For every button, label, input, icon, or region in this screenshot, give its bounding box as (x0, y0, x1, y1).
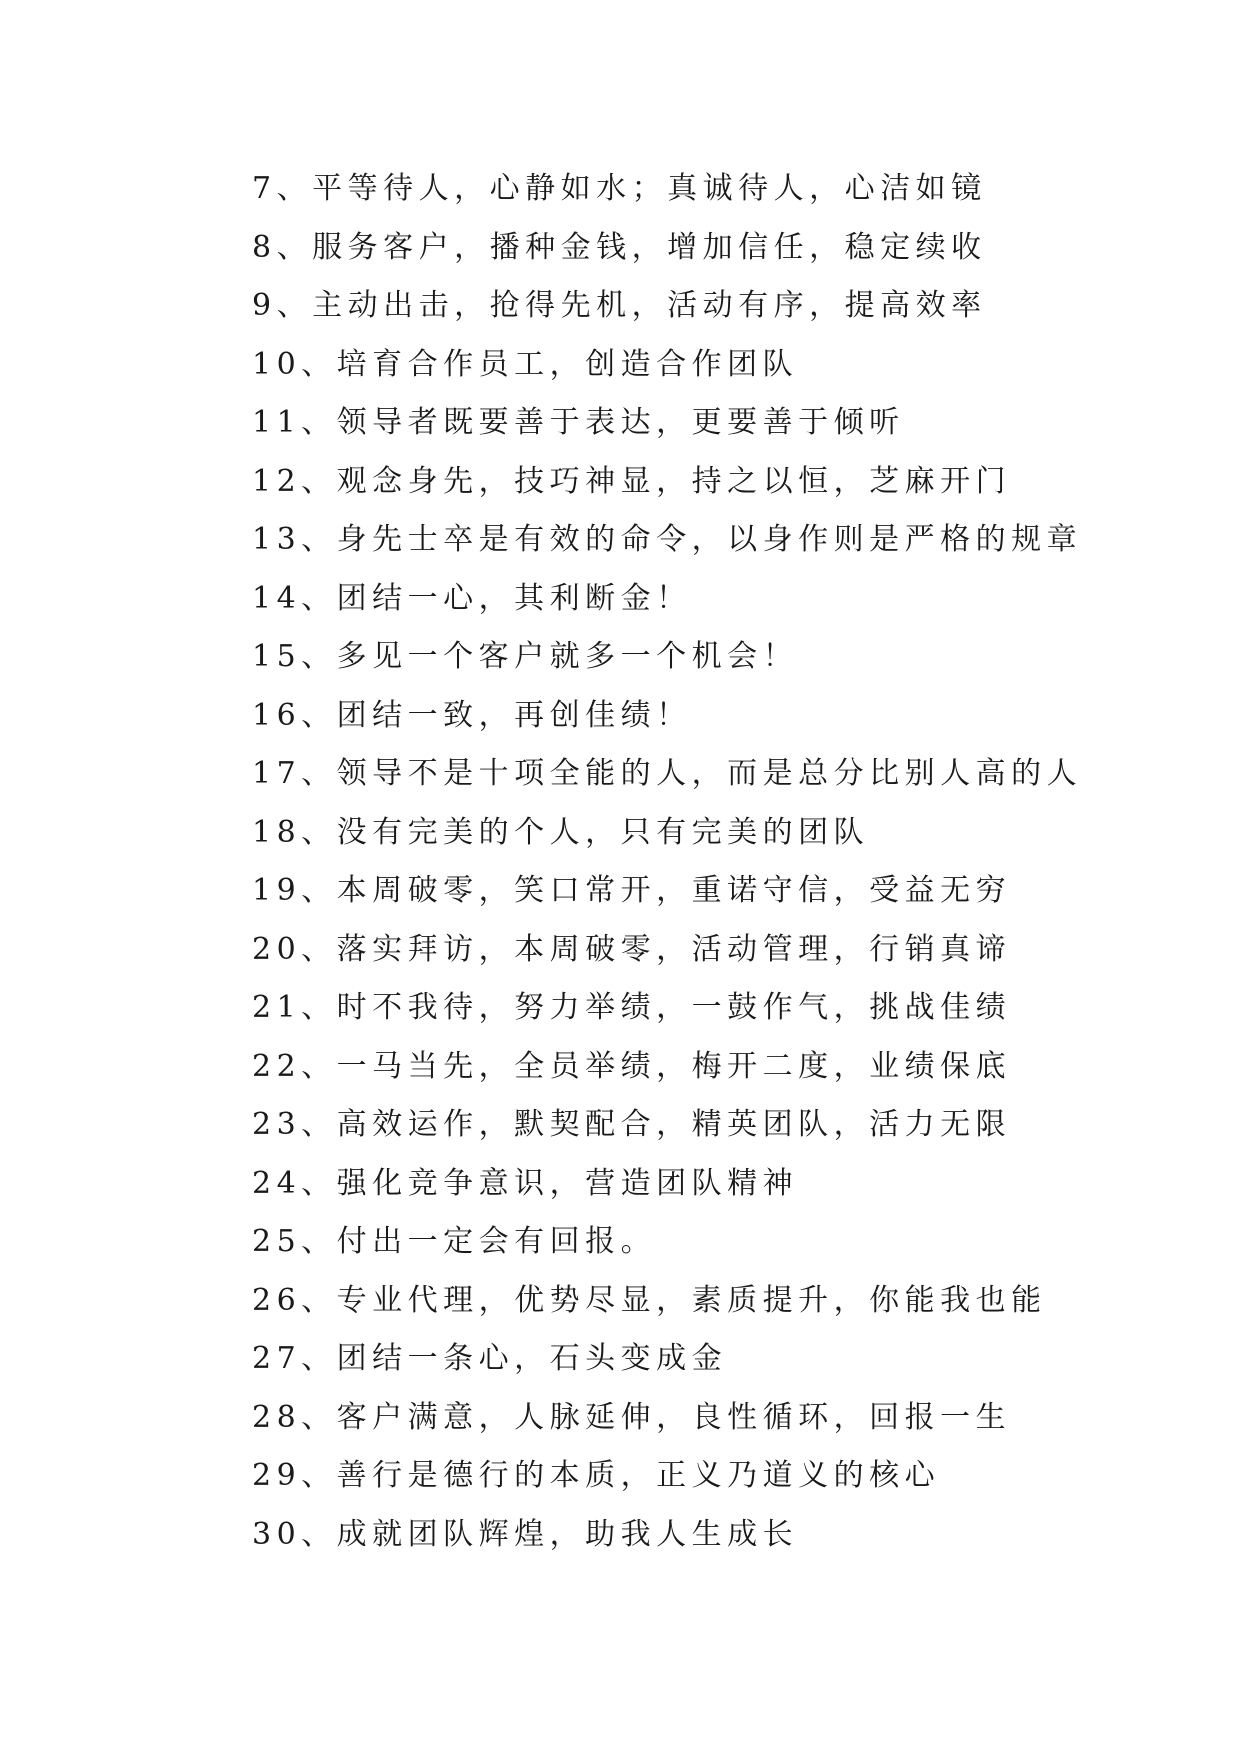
list-item: 23、高效运作，默契配合，精英团队，活力无限 (252, 1107, 1012, 1142)
list-item: 29、善行是德行的本质，正义乃道义的核心 (252, 1458, 941, 1493)
list-item: 26、专业代理，优势尽显，素质提升，你能我也能 (252, 1282, 1047, 1318)
list-item: 14、团结一心，其利断金！ (252, 580, 692, 616)
list-item: 22、一马当先，全员举绩，梅开二度，业绩保底 (252, 1048, 1012, 1084)
list-item: 13、身先士卒是有效的命令，以身作则是严格的规章 (252, 522, 1083, 557)
list-item: 30、成就团队辉煌，助我人生成长 (252, 1516, 799, 1552)
list-item: 21、时不我待，努力举绩，一鼓作气，挑战佳绩 (252, 990, 1012, 1025)
list-item: 7、平等待人，心静如水；真诚待人，心洁如镜 (252, 171, 987, 206)
list-item: 10、培育合作员工，创造合作团队 (252, 346, 799, 382)
list-item: 20、落实拜访，本周破零，活动管理，行销真谛 (252, 931, 1012, 967)
list-item: 19、本周破零，笑口常开，重诺守信，受益无穷 (252, 873, 1012, 908)
list-item: 8、服务客户，播种金钱，增加信任，稳定续收 (252, 229, 987, 265)
list-item: 25、付出一定会有回报。 (252, 1224, 657, 1259)
list-item: 28、客户满意，人脉延伸，良性循环，回报一生 (252, 1399, 1012, 1435)
list-item: 27、团结一条心，石头变成金 (252, 1341, 728, 1376)
list-item: 16、团结一致，再创佳绩！ (252, 697, 692, 733)
list-item: 11、领导者既要善于表达，更要善于倾听 (252, 405, 905, 440)
list-item: 12、观念身先，技巧神显，持之以恒，芝麻开门 (252, 463, 1012, 499)
list-item: 9、主动出击，抢得先机，活动有序，提高效率 (252, 288, 987, 323)
list-item: 17、领导不是十项全能的人，而是总分比别人高的人 (252, 756, 1083, 791)
slogan-list (252, 160, 1082, 1564)
list-item: 18、没有完美的个人，只有完美的团队 (252, 814, 870, 850)
list-item: 15、多见一个客户就多一个机会！ (252, 639, 799, 674)
list-item: 24、强化竞争意识，营造团队精神 (252, 1165, 799, 1201)
